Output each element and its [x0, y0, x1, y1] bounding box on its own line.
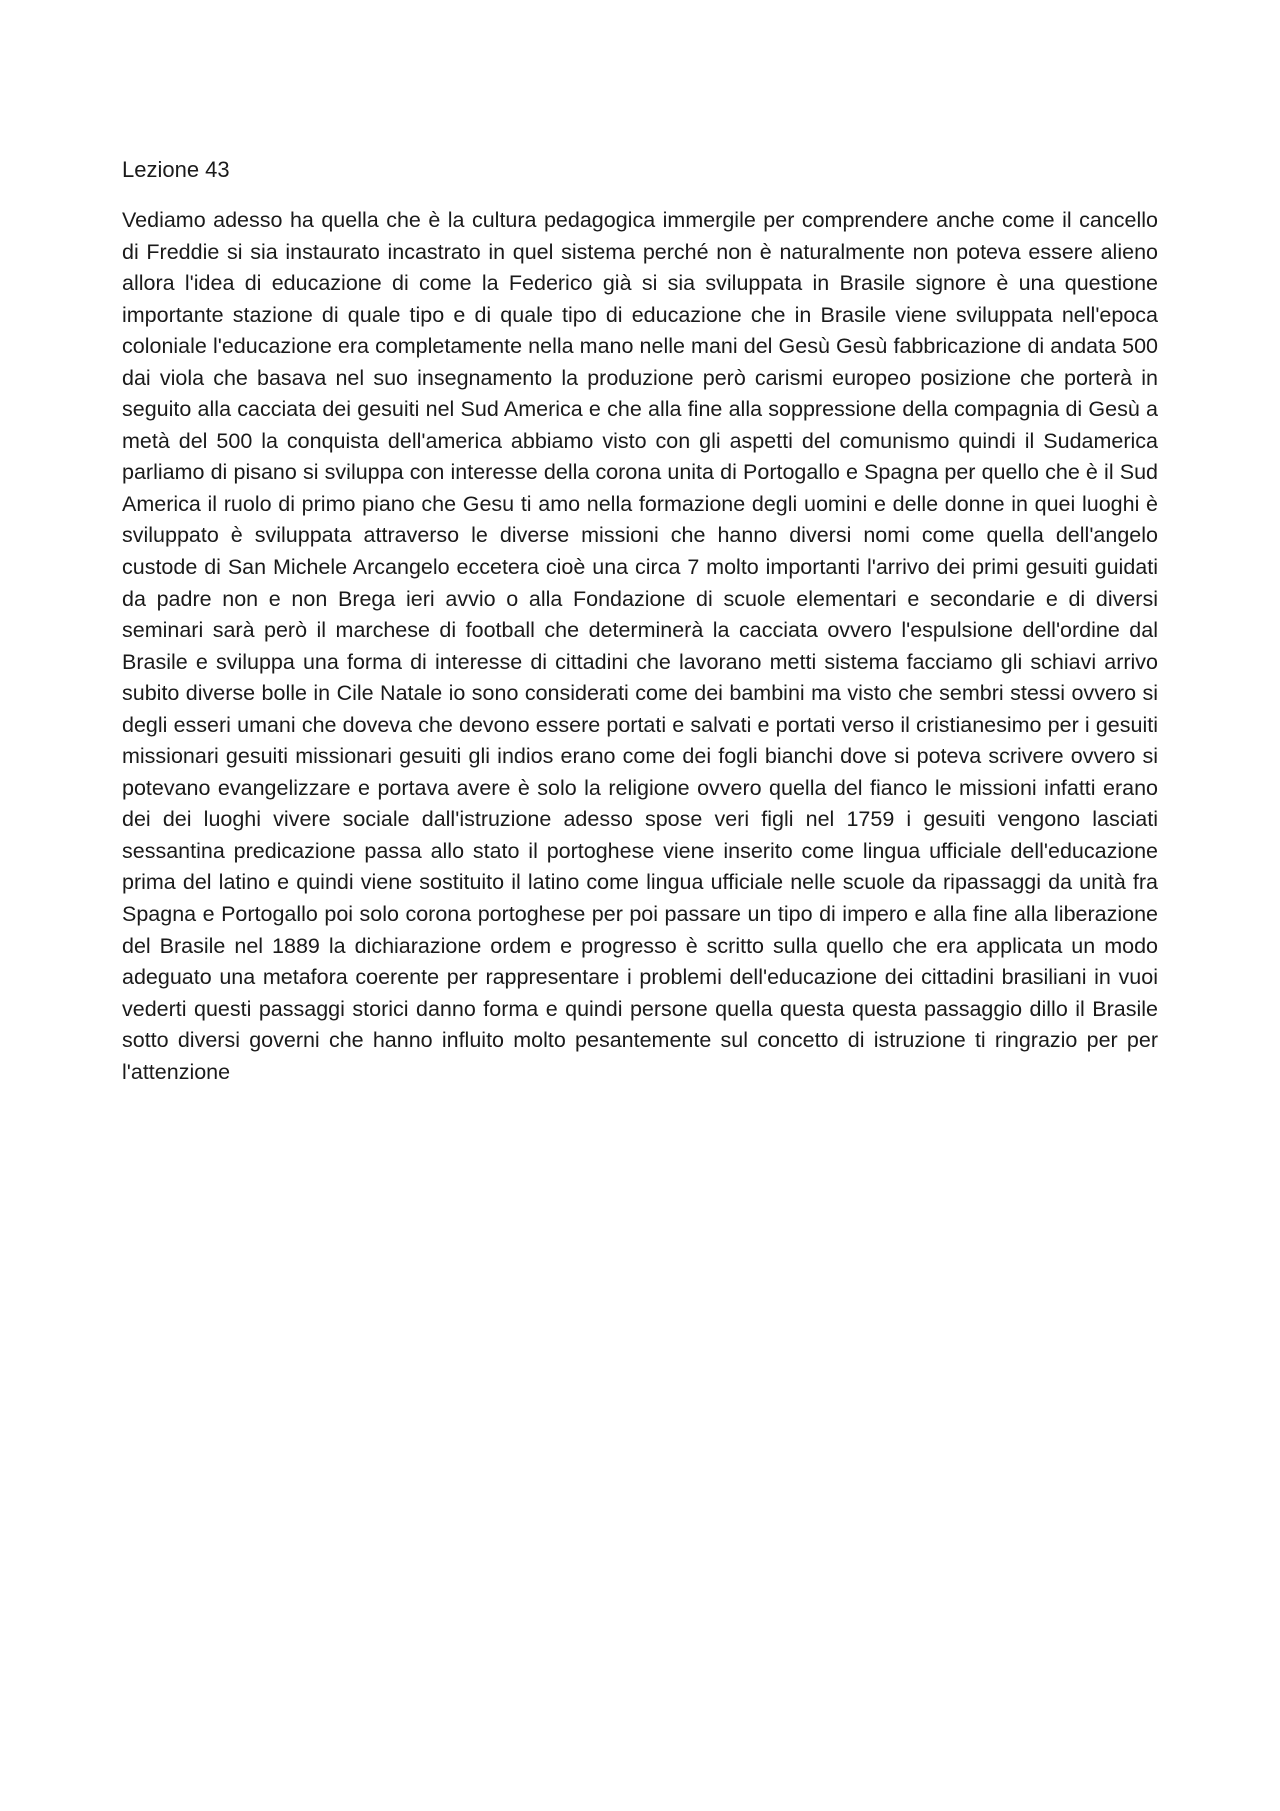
lesson-title: Lezione 43: [122, 157, 230, 182]
lesson-body-paragraph: Vediamo adesso ha quella che è la cultura pedagogica immergile per comprendere anche come il cancello di Freddie si sia instaurato incastrato in quel sistema perché non è naturalmente non poteva essere alieno allora l'idea di educazione di come la Federico già si sia sviluppata in Brasile signore è una questione importante stazione di quale tipo e di quale tipo di educazione che in Brasile viene sviluppata nell'epoca coloniale l'educazione era completamente nella mano nelle mani del Gesù Gesù fabbricazione di andata 500 dai viola che basava nel suo insegnamento la produzione però carismi europeo posizione che porterà in seguito alla cacciata dei gesuiti nel Sud America e che alla fine alla soppressione della compagnia di Gesù a metà del 500 la conquista dell'america abbiamo visto con gli aspetti del comunismo quindi il Sudamerica parliamo di pisano si sviluppa con interesse della corona unita di Portogallo e Spagna per quello che è il Sud America il ruolo di primo piano che Gesu ti amo nella formazione degli uomini e delle donne in quei luoghi è sviluppato è sviluppata attraverso le diverse missioni che hanno diversi nomi come quella dell'angelo custode di San Michele Arcangelo eccetera cioè una circa 7 molto importanti l'arrivo dei primi gesuiti guidati da padre non e non Brega ieri avvio o alla Fondazione di scuole elementari e secondarie e di diversi seminari sarà però il marchese di football che determinerà la cacciata ovvero l'espulsione dell'ordine dal Brasile e sviluppa una forma di interesse di cittadini che lavorano metti sistema facciamo gli schiavi arrivo subito diverse bolle in Cile Natale io sono considerati come dei bambini ma visto che sembri stessi ovvero si degli esseri umani che doveva che devono essere portati e salvati e portati verso il cristianesimo per i gesuiti missionari gesuiti missionari gesuiti gli indios erano come dei fogli bianchi dove si poteva scrivere ovvero si potevano evangelizzare e portava avere è solo la religione ovvero quella del fianco le missioni infatti erano dei dei luoghi vivere sociale dall'istruzione adesso spose veri figli nel 1759 i gesuiti vengono lasciati sessantina predicazione passa allo stato il portoghese viene inserito come lingua ufficiale dell'educazione prima del latino e quindi viene sostituito il latino come lingua ufficiale nelle scuole da ripassaggi da unità fra Spagna e Portogallo poi solo corona portoghese per poi passare un tipo di impero e alla fine alla liberazione del Brasile nel 1889 la dichiarazione ordem e progresso è scritto sulla quello che era applicata un modo adeguato una metafora coerente per rappresentare i problemi dell'educazione dei cittadini brasiliani in vuoi vederti questi passaggi storici danno forma e quindi persone quella questa questa passaggio dillo il Brasile sotto diversi governi che hanno influito molto pesantemente sul concetto di istruzione ti ringrazio per per l'attenzione: [122, 208, 1158, 1084]
document-content: [122, 154, 1158, 1088]
